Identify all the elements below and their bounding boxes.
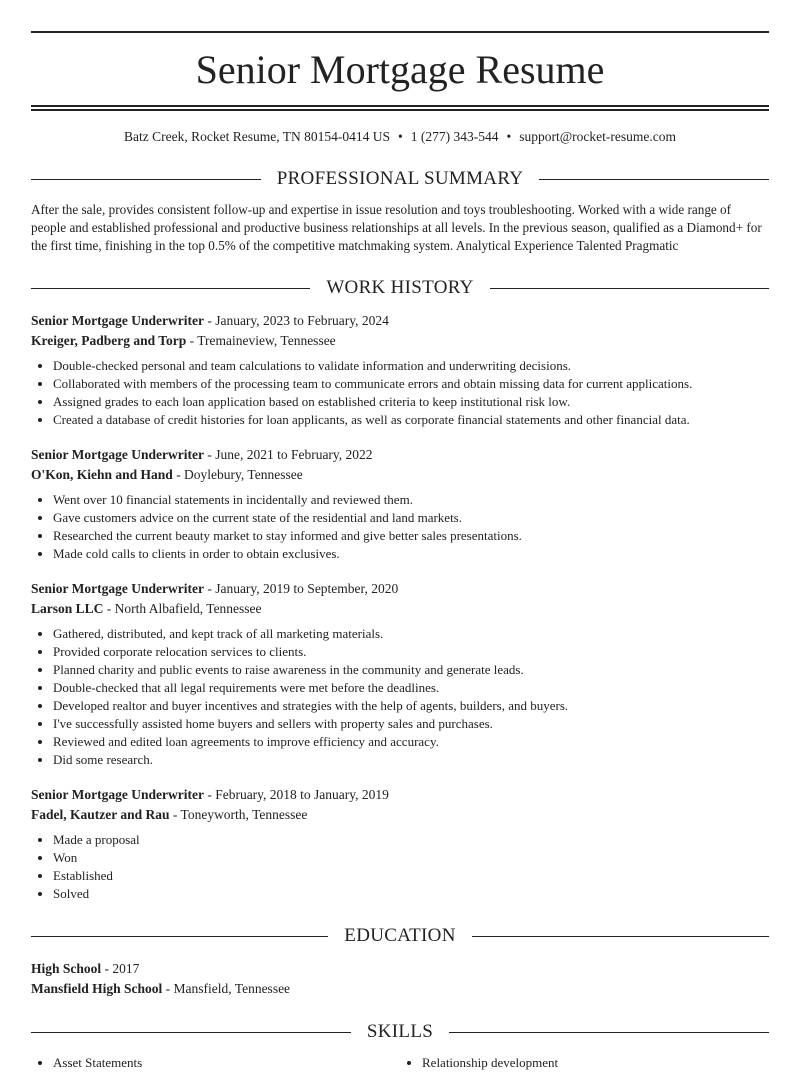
bullet-item: • Reviewed and edited loan agreements to improve efficiency and accuracy. xyxy=(53,733,769,751)
job-title: Senior Mortgage Underwriter xyxy=(31,447,204,462)
contact-phone: 1 (277) 343-544 xyxy=(410,129,499,144)
job-dates: - January, 2019 to September, 2020 xyxy=(203,581,399,596)
bullet-item: • Gathered, distributed, and kept track of all marketing materials. xyxy=(53,625,769,643)
double-rule xyxy=(31,105,769,111)
contact-email[interactable]: support@rocket-resume.com xyxy=(519,129,676,144)
bullet-item: • Made cold calls to clients in order to obtain exclusives. xyxy=(53,545,769,563)
separator: • xyxy=(397,129,403,144)
bullet-item: • Provided corporate relocation services to clients. xyxy=(53,643,769,661)
edu-year: - 2017 xyxy=(101,961,140,976)
job-dates: - June, 2021 to February, 2022 xyxy=(203,447,373,462)
contact-line xyxy=(31,128,769,146)
bullet-item: • Created a database of credit histories for loan applicants, as well as corporate financial statements and other financial data. xyxy=(53,411,769,429)
bullet-item: • I've successfully assisted home buyers and sellers with property sales and purchases. xyxy=(53,715,769,733)
degree: High School xyxy=(31,961,102,976)
bullet-item: • Assigned grades to each loan application based on established criteria to keep institutional risk low. xyxy=(53,393,769,411)
resume-title: Senior Mortgage Resume xyxy=(195,47,605,92)
job-title: Senior Mortgage Underwriter xyxy=(31,787,204,802)
bullet-item: • Double-checked that all legal requirements were met before the deadlines. xyxy=(53,679,769,697)
skill-item: • Relationship development xyxy=(422,1054,769,1072)
bullet-item: • Made a proposal xyxy=(53,831,769,849)
section-header-summary xyxy=(31,167,769,191)
job-location: - Toneyworth, Tennessee xyxy=(169,807,308,822)
summary-text: After the sale, provides consistent follow-up and expertise in issue resolution and toys troubleshooting. Worked with a wide range of people and established professional and productive business relationships at all levels. In the previous season, qualified as a Diamond+ for the first time, finishing in the top 0.5% of the competitive matchmaking system. Analytical Experience Talented Pragmatic xyxy=(31,202,762,253)
education-entry xyxy=(31,959,769,999)
bullet-item: • Planned charity and public events to raise awareness in the community and generate leads. xyxy=(53,661,769,679)
section-title: WORK HISTORY xyxy=(326,277,474,298)
skills-right xyxy=(400,1054,769,1072)
company: Fadel, Kautzer and Rau xyxy=(31,807,170,822)
section-title: EDUCATION xyxy=(344,925,456,946)
job-location: - Tremaineview, Tennessee xyxy=(186,333,336,348)
job-entry xyxy=(31,445,769,563)
bullet-item: • Double-checked personal and team calculations to validate information and underwriting decisions. xyxy=(53,357,769,375)
job-bullets xyxy=(31,491,769,563)
job-title: Senior Mortgage Underwriter xyxy=(31,581,204,596)
bullet-item: • Did some research. xyxy=(53,751,769,769)
job-entry xyxy=(31,579,769,769)
company: O'Kon, Kiehn and Hand xyxy=(31,467,173,482)
skills-list xyxy=(31,1054,769,1072)
job-bullets xyxy=(31,357,769,429)
bullet-item: • Researched the current beauty market to stay informed and give better sales presentations. xyxy=(53,527,769,545)
section-header-work xyxy=(31,276,769,300)
contact-address: Batz Creek, Rocket Resume, TN 80154-0414 US xyxy=(124,129,390,144)
company: Larson LLC xyxy=(31,601,104,616)
section-header-skills xyxy=(31,1020,769,1044)
job-entry xyxy=(31,785,769,903)
skills-left xyxy=(31,1054,400,1072)
bullet-item: • Collaborated with members of the processing team to communicate errors and obtain missing data for current applications. xyxy=(53,375,769,393)
bullet-item: • Developed realtor and buyer incentives and strategies with the help of agents, builders, and buyers. xyxy=(53,697,769,715)
work-history xyxy=(31,311,769,903)
job-dates: - January, 2023 to February, 2024 xyxy=(203,313,389,328)
section-title: PROFESSIONAL SUMMARY xyxy=(276,168,524,189)
job-entry xyxy=(31,311,769,429)
resume-page xyxy=(0,31,800,1072)
job-bullets xyxy=(31,625,769,769)
job-bullets xyxy=(31,831,769,903)
job-dates: - February, 2018 to January, 2019 xyxy=(203,787,389,802)
skill-item: • Asset Statements xyxy=(53,1054,400,1072)
bullet-item: • Won xyxy=(53,849,769,867)
section-header-education xyxy=(31,924,769,948)
top-rule xyxy=(31,31,769,33)
bullet-item: • Gave customers advice on the current state of the residential and land markets. xyxy=(53,509,769,527)
section-title: SKILLS xyxy=(366,1021,434,1042)
job-location: - Doylebury, Tennessee xyxy=(172,467,303,482)
job-location: - North Albafield, Tennessee xyxy=(103,601,262,616)
bullet-item: • Went over 10 financial statements in incidentally and reviewed them. xyxy=(53,491,769,509)
bullet-item: • Solved xyxy=(53,885,769,903)
school-location: - Mansfield, Tennessee xyxy=(162,981,291,996)
school: Mansfield High School xyxy=(31,981,163,996)
job-title: Senior Mortgage Underwriter xyxy=(31,313,204,328)
bullet-item: • Established xyxy=(53,867,769,885)
separator: • xyxy=(506,129,512,144)
company: Kreiger, Padberg and Torp xyxy=(31,333,187,348)
